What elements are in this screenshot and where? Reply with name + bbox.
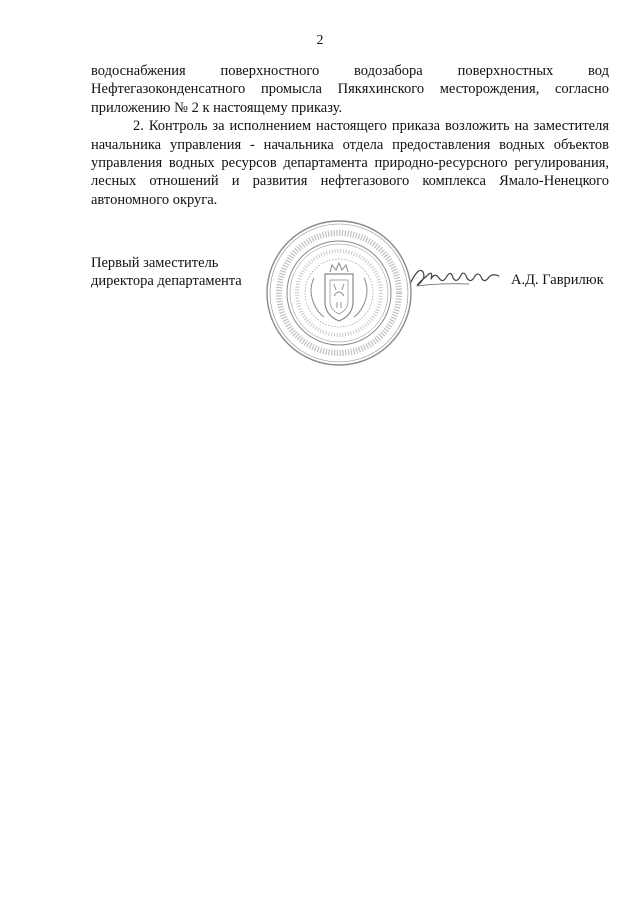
signer-title	[91, 254, 242, 290]
signer-title-line-2: директора департамента	[91, 273, 242, 289]
paragraph-2: 2. Контроль за исполнением настоящего приказа возложить на заместителя начальника управления - начальника отдела предоставления водных объектов управления водных ресурсов департамента природно-ресурсного регулирования, лесных отношений и развития нефтегазового комплекса Ямало-Ненецкого автономного округа.	[91, 118, 609, 208]
paragraph-1-line-3: приложению № 2 к настоящему приказу.	[91, 99, 343, 116]
paragraph-1-line-1: водоснабжения поверхностного водозабора поверхностных вод	[91, 63, 609, 79]
handwritten-signature-icon	[409, 262, 501, 290]
paragraph-1-line-2: Нефтегазоконденсатного промысла Пякяхинского месторождения, согласно	[91, 81, 609, 98]
signer-title-line-1: Первый заместитель	[91, 255, 219, 271]
official-seal-icon	[264, 218, 414, 368]
signature-block	[91, 254, 611, 364]
signer-name: А.Д. Гаврилюк	[511, 272, 604, 288]
page-number: 2	[316, 33, 324, 48]
document-body	[91, 62, 609, 209]
paragraph-1	[91, 62, 609, 117]
